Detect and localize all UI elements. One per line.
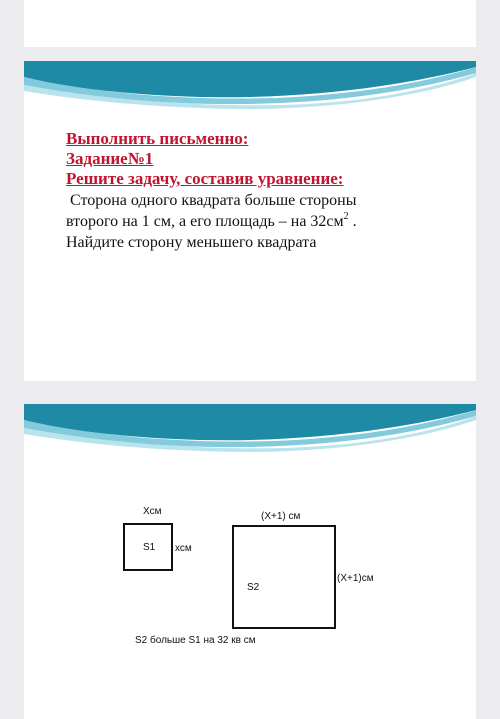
- large-square: [232, 525, 336, 629]
- problem-line-3: Найдите сторону меньшего квадрата: [66, 234, 317, 251]
- previous-slide-fragment: [24, 0, 476, 47]
- problem-line-1: Сторона одного квадрата больше стороны: [70, 192, 357, 209]
- solve-heading: Решите задачу, составив уравнение:: [66, 169, 344, 188]
- squares-diagram: [123, 480, 417, 655]
- small-square-side-label: хсм: [175, 543, 192, 554]
- problem-line-2: второго на 1 см, а его площадь – на $32см^2$ .: [66, 211, 357, 230]
- task-slide: [24, 61, 476, 381]
- large-square-name: S2: [247, 582, 260, 593]
- exponent: 2: [343, 211, 349, 222]
- task-number-heading: Задание№1: [66, 149, 154, 168]
- diagram-slide: [24, 404, 476, 719]
- diagram-caption: S2 больше S1 на 32 кв см: [135, 635, 256, 646]
- wave-decoration: [24, 61, 476, 109]
- small-square-top-label: Хсм: [143, 506, 162, 517]
- large-square-side-label: (X+1)см: [337, 573, 374, 584]
- instruction-heading: Выполнить письменно:: [66, 129, 249, 148]
- large-square-top-label: (X+1) см: [261, 511, 301, 522]
- problem-text: [66, 190, 466, 253]
- wave-decoration: [24, 404, 476, 452]
- task-content: [66, 129, 466, 253]
- small-square-name: S1: [143, 542, 156, 553]
